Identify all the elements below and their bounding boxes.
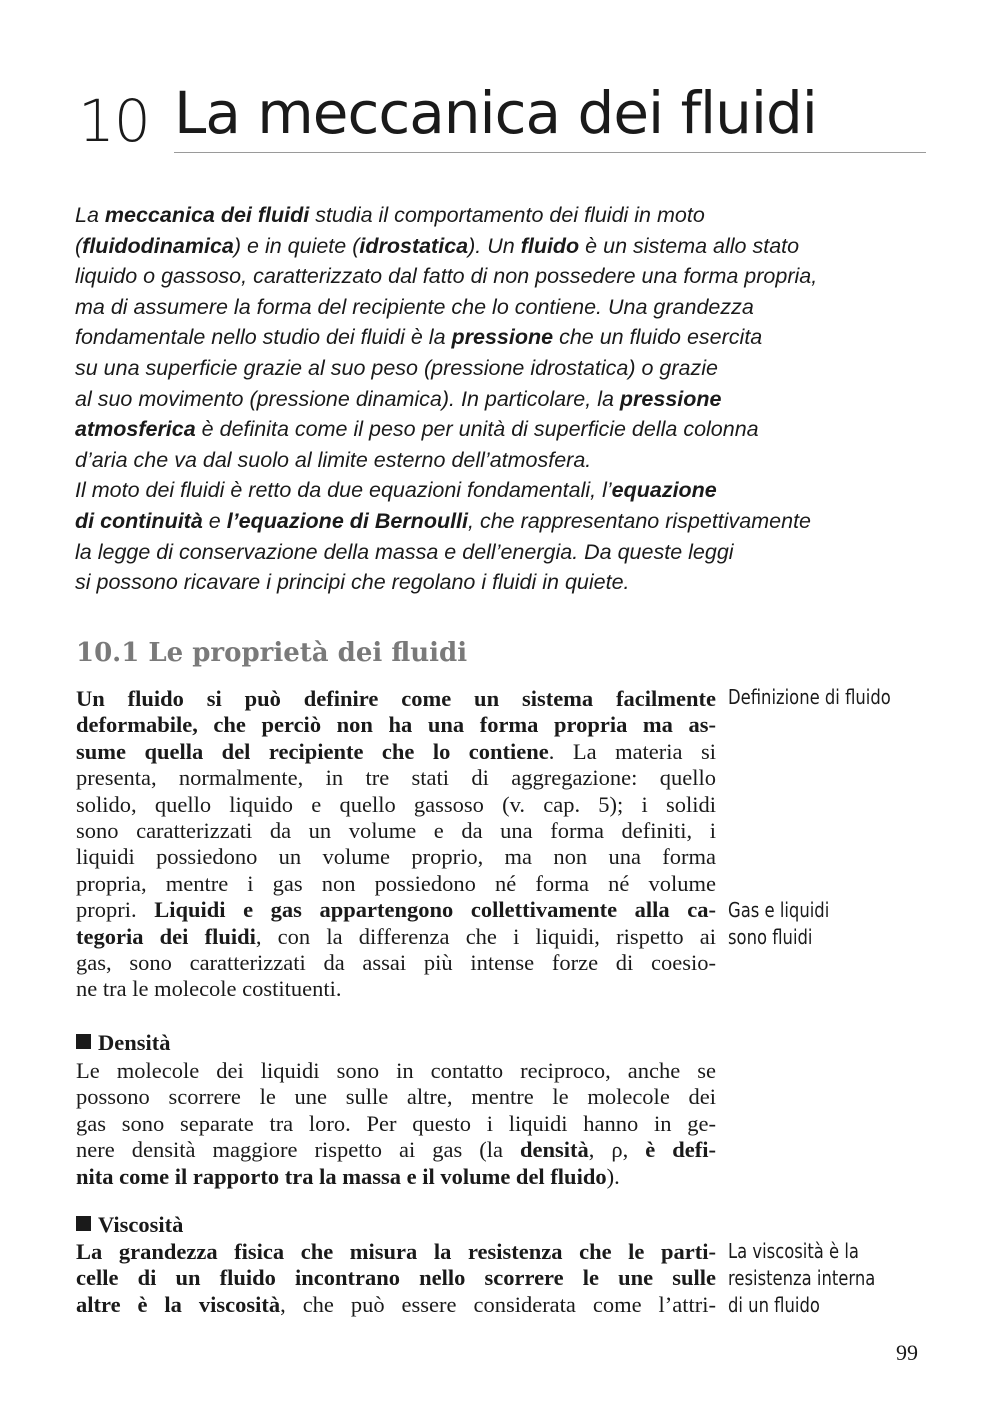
intro-line: liquido o gassoso, caratterizzato dal fatto di non possedere una forma propria, bbox=[75, 264, 818, 289]
paragraph-densita bbox=[76, 1058, 716, 1190]
text-line: solido, quello liquido e quello gassoso (v. cap. 5); i solidi bbox=[76, 791, 716, 817]
text-line: altre è la viscosità, che può essere considerata come l’attri- bbox=[76, 1291, 716, 1317]
intro-line: d’aria che va dal suolo al limite esterno dell’atmosfera. bbox=[75, 447, 592, 472]
chapter-intro bbox=[75, 200, 925, 598]
square-bullet-icon bbox=[76, 1034, 91, 1049]
margin-note-line: Definizione di fluido bbox=[728, 685, 891, 709]
text-line: La grandezza fisica che misura la resistenza che le parti- bbox=[76, 1239, 716, 1264]
intro-line: ma di assumere la forma del recipiente che lo contiene. Una grandezza bbox=[75, 294, 754, 319]
text-line: liquidi possiedono un volume proprio, ma non una forma bbox=[76, 844, 716, 870]
margin-note-line: resistenza interna bbox=[728, 1266, 876, 1290]
paragraph-fluid-definition bbox=[76, 686, 716, 1003]
paragraph-viscosita bbox=[76, 1239, 716, 1318]
margin-note-definition bbox=[728, 684, 891, 711]
text-line: nere densità maggiore rispetto ai gas (la densità, ρ, è defi- bbox=[76, 1137, 716, 1163]
text-line: propria, mentre i gas non possiedono né forma né volume bbox=[76, 870, 716, 896]
subheading-densita bbox=[76, 1030, 171, 1056]
text-line: nita come il rapporto tra la massa e il volume del fluido). bbox=[76, 1163, 620, 1189]
margin-note-gas-liquids bbox=[728, 897, 829, 951]
text-line: sono caratterizzati da un volume e da una forma definiti, i bbox=[76, 818, 716, 844]
intro-line: su una superficie grazie al suo peso (pressione idrostatica) o grazie bbox=[75, 355, 718, 380]
text-line: Un fluido si può definire come un sistema facilmente bbox=[76, 686, 716, 711]
text-line: presenta, normalmente, in tre stati di aggregazione: quello bbox=[76, 765, 716, 791]
text-line: ne tra le molecole costituenti. bbox=[76, 976, 342, 1002]
text-line: gas sono separate tra loro. Per questo i liquidi hanno in ge- bbox=[76, 1110, 716, 1136]
square-bullet-icon bbox=[76, 1216, 91, 1231]
text-line: sume quella del recipiente che lo contiene. La materia si bbox=[76, 738, 716, 764]
text-line: propri. Liquidi e gas appartengono collettivamente alla ca- bbox=[76, 897, 716, 923]
page-number: 99 bbox=[896, 1340, 918, 1365]
intro-line: atmosferica è definita come il peso per unità di superficie della colonna bbox=[75, 417, 759, 442]
text-line: celle di un fluido incontrano nello scorrere le une sulle bbox=[76, 1265, 716, 1291]
margin-note-line: La viscosità è la bbox=[728, 1239, 859, 1263]
intro-line: fondamentale nello studio dei fluidi è la pressione che un fluido esercita bbox=[75, 325, 763, 350]
intro-line: (fluidodinamica) e in quiete (idrostatica). Un fluido è un sistema allo stato bbox=[75, 233, 800, 258]
chapter-header bbox=[78, 79, 928, 162]
margin-note-line: Gas e liquidi bbox=[728, 898, 830, 922]
intro-line: si possono ricavare i principi che regolano i fluidi in quiete. bbox=[75, 570, 630, 595]
chapter-title: La meccanica dei fluidi bbox=[174, 79, 817, 147]
title-rule bbox=[174, 152, 926, 153]
intro-line: al suo movimento (pressione dinamica). In particolare, la pressione bbox=[75, 386, 722, 411]
subheading-label: Densità bbox=[98, 1030, 171, 1055]
subheading-label: Viscosità bbox=[98, 1212, 184, 1237]
intro-line: di continuità e l’equazione di Bernoulli, che rappresentano rispettivamente bbox=[75, 508, 812, 533]
margin-note-viscosity bbox=[728, 1238, 875, 1319]
intro-line: La meccanica dei fluidi studia il comportamento dei fluidi in moto bbox=[75, 203, 705, 227]
text-line: gas, sono caratterizzati da assai più intense forze di coesio- bbox=[76, 950, 716, 976]
margin-note-line: di un fluido bbox=[728, 1293, 820, 1317]
intro-line: la legge di conservazione della massa e dell’energia. Da queste leggi bbox=[75, 539, 734, 564]
section-title: 10.1 Le proprietà dei fluidi bbox=[76, 638, 468, 668]
text-line: Le molecole dei liquidi sono in contatto reciproco, anche se bbox=[76, 1058, 716, 1083]
text-line: tegoria dei fluidi, con la differenza che i liquidi, rispetto ai bbox=[76, 923, 716, 949]
text-line: possono scorrere le une sulle altre, mentre le molecole dei bbox=[76, 1084, 716, 1110]
intro-line: Il moto dei fluidi è retto da due equazioni fondamentali, l’equazione bbox=[75, 478, 717, 503]
subheading-viscosita bbox=[76, 1212, 183, 1238]
chapter-number: 10 bbox=[78, 87, 150, 155]
margin-note-line: sono fluidi bbox=[728, 925, 813, 949]
text-line: deformabile, che perciò non ha una forma propria ma as- bbox=[76, 712, 716, 738]
